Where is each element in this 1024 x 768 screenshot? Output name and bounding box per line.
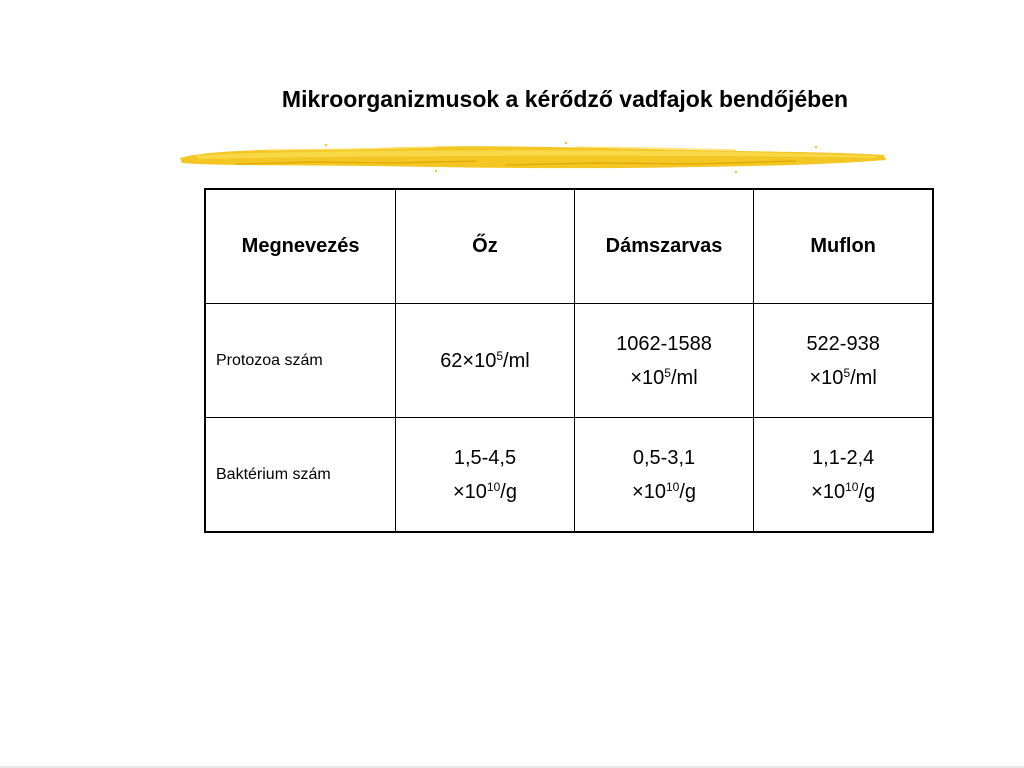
brush-stroke-divider bbox=[176, 138, 888, 178]
value-multiplier: ×10 bbox=[632, 480, 666, 503]
header-cell: Őz bbox=[396, 189, 575, 304]
header-cell: Dámszarvas bbox=[574, 189, 754, 304]
value-multiplier: ×10 bbox=[630, 366, 665, 389]
value-range: 522-938 bbox=[806, 332, 880, 355]
value-exponent: 10 bbox=[486, 479, 501, 494]
header-cell: Megnevezés bbox=[205, 189, 396, 304]
value-cell bbox=[396, 304, 575, 418]
value-multiplier: ×10 bbox=[811, 480, 846, 503]
value-multiplier: 62×10 bbox=[440, 349, 497, 372]
value-multiplier: ×10 bbox=[809, 366, 844, 389]
row-label: Baktérium szám bbox=[205, 418, 396, 533]
value-unit: /ml bbox=[670, 366, 698, 389]
value-cell bbox=[396, 418, 575, 533]
table-row bbox=[205, 418, 933, 533]
value-cell bbox=[574, 418, 754, 533]
value-unit: /g bbox=[679, 480, 696, 503]
value-range: 1,5-4,5 bbox=[453, 446, 517, 469]
slide-title: Mikroorganizmusok a kérődző vadfajok bendőjében bbox=[281, 86, 849, 112]
value-exponent: 5 bbox=[664, 365, 671, 380]
header-cell: Muflon bbox=[754, 189, 933, 304]
row-label: Protozoa szám bbox=[205, 304, 396, 418]
value-range: 1,1-2,4 bbox=[812, 446, 875, 469]
value-cell bbox=[754, 304, 933, 418]
table-header-row bbox=[205, 189, 933, 304]
table-row bbox=[205, 304, 933, 418]
value-range: 1062-1588 bbox=[616, 332, 712, 355]
value-unit: /ml bbox=[503, 349, 530, 372]
value-exponent: 5 bbox=[496, 348, 504, 363]
value-exponent: 10 bbox=[665, 479, 680, 494]
value-cell bbox=[574, 304, 754, 418]
data-table bbox=[204, 188, 934, 533]
value-unit: /g bbox=[500, 480, 517, 503]
value-exponent: 10 bbox=[845, 479, 859, 494]
value-range: 0,5-3,1 bbox=[632, 446, 696, 469]
value-unit: /g bbox=[858, 480, 876, 503]
value-unit: /ml bbox=[850, 366, 877, 389]
value-exponent: 5 bbox=[843, 365, 851, 380]
value-multiplier: ×10 bbox=[452, 480, 487, 503]
value-cell bbox=[754, 418, 933, 533]
